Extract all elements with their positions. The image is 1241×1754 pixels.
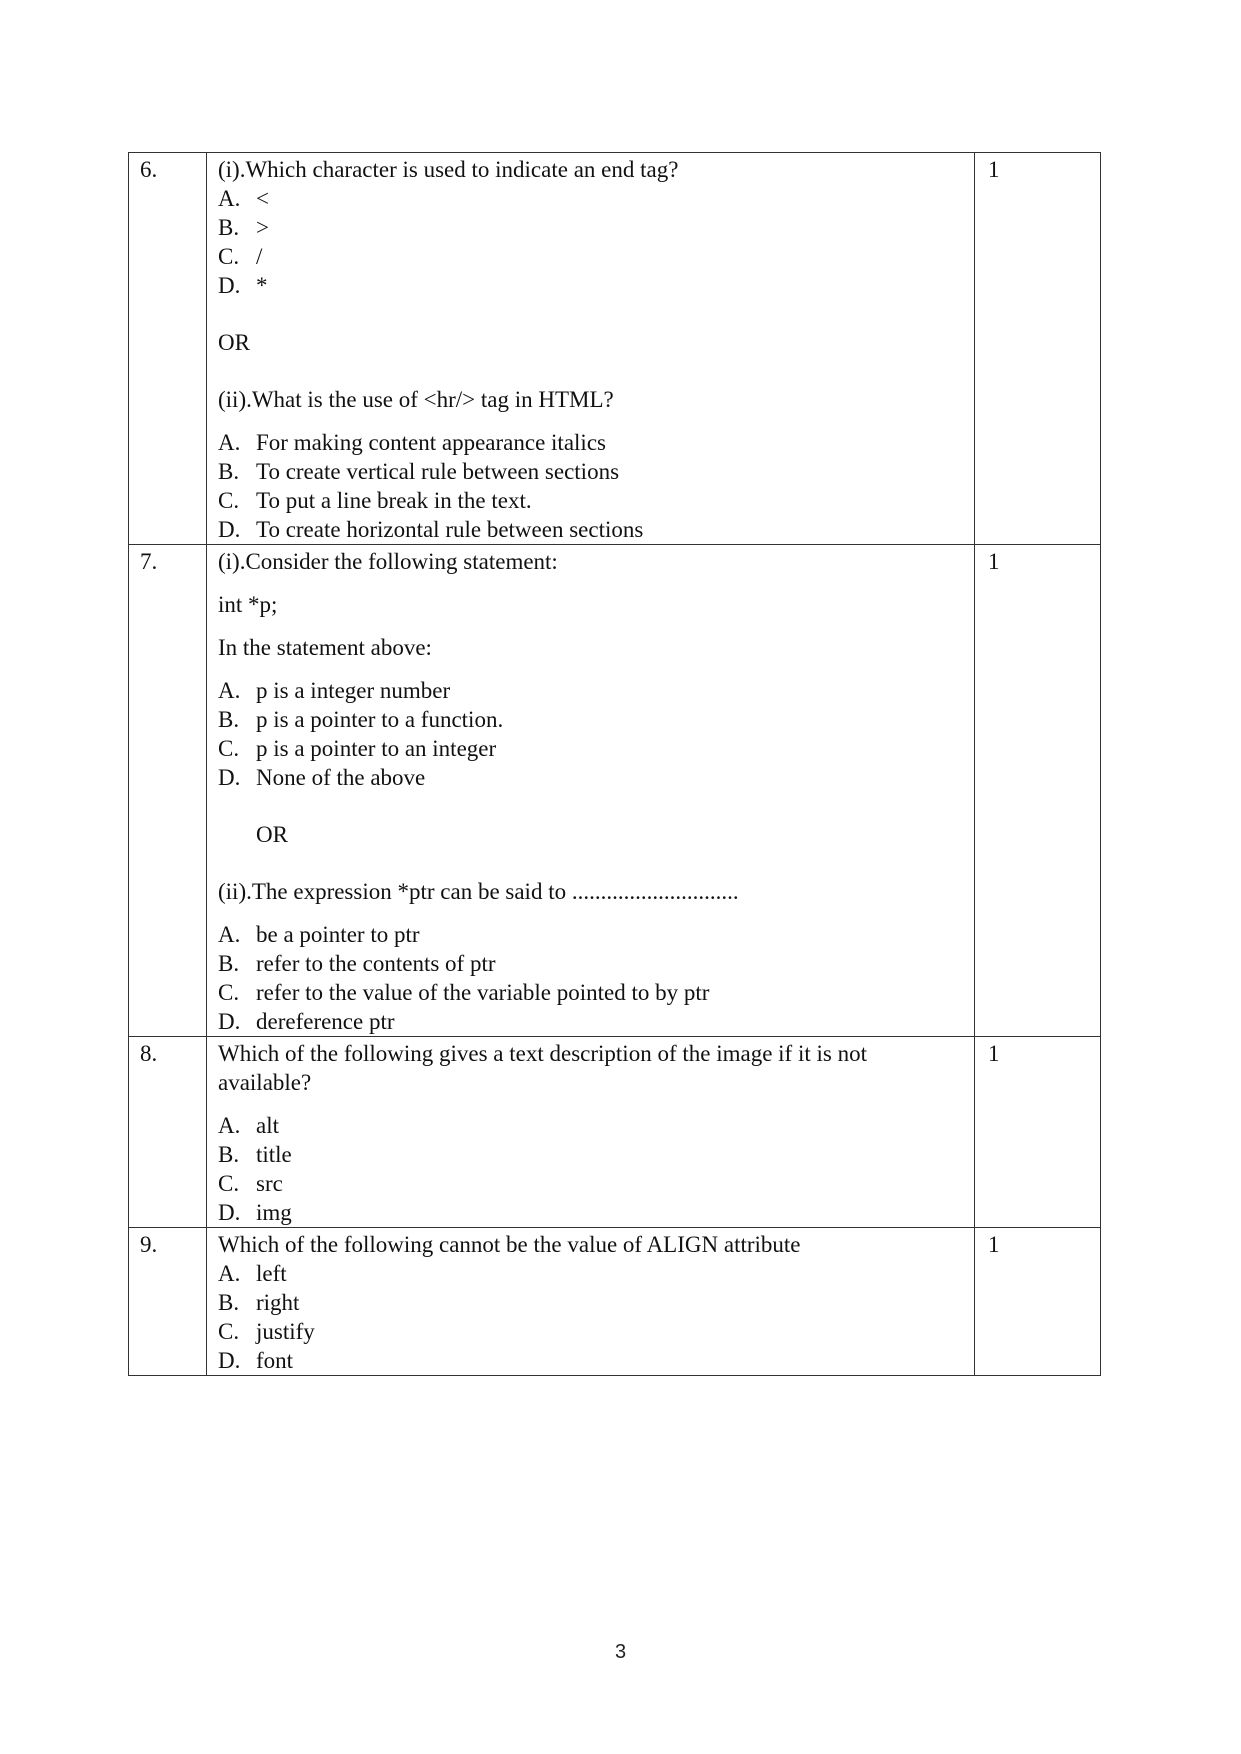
option-letter: B.: [218, 1290, 240, 1315]
option-letter: B.: [218, 951, 240, 976]
option-text: For making content appearance italics: [256, 430, 606, 455]
option: [218, 1288, 964, 1317]
question-row: [129, 1228, 1101, 1376]
option-text: alt: [256, 1113, 279, 1138]
option-letter: D.: [218, 1200, 241, 1225]
question-number: 7.: [129, 545, 207, 1037]
code-statement: int *p;: [218, 592, 278, 617]
question-row: [129, 1037, 1101, 1228]
option-text: dereference ptr: [256, 1009, 395, 1034]
option: [218, 676, 964, 705]
question-stem: (ii).What is the use of <hr/> tag in HTML?: [218, 387, 614, 412]
question-stem: (i).Which character is used to indicate an end tag?: [218, 157, 679, 182]
option-text: >: [256, 215, 269, 240]
option-letter: D.: [218, 765, 241, 790]
option: [218, 1259, 964, 1288]
option-text: refer to the value of the variable pointed to by ptr: [256, 980, 710, 1005]
question-body: [207, 545, 975, 1037]
option-letter: C.: [218, 488, 240, 513]
question-body: [207, 1228, 975, 1376]
option: [218, 949, 964, 978]
question-body: [207, 153, 975, 545]
question-marks: 1: [975, 545, 1101, 1037]
option-text: To create vertical rule between sections: [256, 459, 620, 484]
option: [218, 705, 964, 734]
option-text: refer to the contents of ptr: [256, 951, 496, 976]
option: [218, 428, 964, 457]
option: [218, 213, 964, 242]
option-letter: D.: [218, 1009, 241, 1034]
question-table: [128, 152, 1101, 1376]
option-text: None of the above: [256, 765, 426, 790]
option-letter: A.: [218, 678, 241, 703]
option: [218, 763, 964, 792]
option: [218, 515, 964, 544]
option-text: /: [256, 244, 263, 269]
option-text: To put a line break in the text.: [256, 488, 532, 513]
option-letter: A.: [218, 186, 241, 211]
option: [218, 457, 964, 486]
option-text: font: [256, 1348, 294, 1373]
page-number: 3: [614, 1641, 627, 1663]
question-lead: In the statement above:: [218, 635, 432, 660]
option-letter: B.: [218, 1142, 240, 1167]
option: [218, 734, 964, 763]
option-text: To create horizontal rule between sections: [256, 517, 644, 542]
option-letter: A.: [218, 430, 241, 455]
option: [218, 978, 964, 1007]
option-text: p is a pointer to a function.: [256, 707, 504, 732]
question-stem: Which of the following gives a text description of the image if it is not available?: [218, 1041, 873, 1095]
option-letter: B.: [218, 459, 240, 484]
option-letter: D.: [218, 273, 241, 298]
option-letter: A.: [218, 1261, 241, 1286]
option-letter: A.: [218, 1113, 241, 1138]
question-number: 9.: [129, 1228, 207, 1376]
option: [218, 1007, 964, 1036]
option-text: title: [256, 1142, 292, 1167]
option-letter: C.: [218, 244, 240, 269]
option: [218, 1140, 964, 1169]
option: [218, 242, 964, 271]
option: [218, 271, 964, 300]
question-marks: 1: [975, 153, 1101, 545]
question-stem: (ii).The expression *ptr can be said to .............................: [218, 879, 739, 904]
option-text: be a pointer to ptr: [256, 922, 420, 947]
question-body: [207, 1037, 975, 1228]
or-label: OR: [218, 330, 250, 355]
or-label: OR: [256, 822, 288, 847]
option-text: left: [256, 1261, 287, 1286]
option-text: p is a integer number: [256, 678, 451, 703]
question-number: 8.: [129, 1037, 207, 1228]
option: [218, 184, 964, 213]
option-text: *: [256, 273, 268, 298]
question-marks: 1: [975, 1228, 1101, 1376]
option: [218, 1317, 964, 1346]
option: [218, 1198, 964, 1227]
question-stem: (i).Consider the following statement:: [218, 549, 558, 574]
option-letter: A.: [218, 922, 241, 947]
option-letter: D.: [218, 1348, 241, 1373]
option-text: src: [256, 1171, 283, 1196]
option: [218, 1346, 964, 1375]
option: [218, 1169, 964, 1198]
option: [218, 920, 964, 949]
option-letter: D.: [218, 517, 241, 542]
option: [218, 1111, 964, 1140]
option-letter: C.: [218, 1319, 240, 1344]
option: [218, 486, 964, 515]
question-stem: Which of the following cannot be the value of ALIGN attribute: [218, 1232, 801, 1257]
option-text: p is a pointer to an integer: [256, 736, 497, 761]
option-text: right: [256, 1290, 300, 1315]
option-letter: C.: [218, 1171, 240, 1196]
option-text: img: [256, 1200, 292, 1225]
question-number: 6.: [129, 153, 207, 545]
option-text: <: [256, 186, 269, 211]
option-letter: C.: [218, 736, 240, 761]
option-letter: B.: [218, 707, 240, 732]
question-marks: 1: [975, 1037, 1101, 1228]
option-letter: C.: [218, 980, 240, 1005]
option-letter: B.: [218, 215, 240, 240]
question-row: [129, 545, 1101, 1037]
option-text: justify: [256, 1319, 315, 1344]
question-row: [129, 153, 1101, 545]
